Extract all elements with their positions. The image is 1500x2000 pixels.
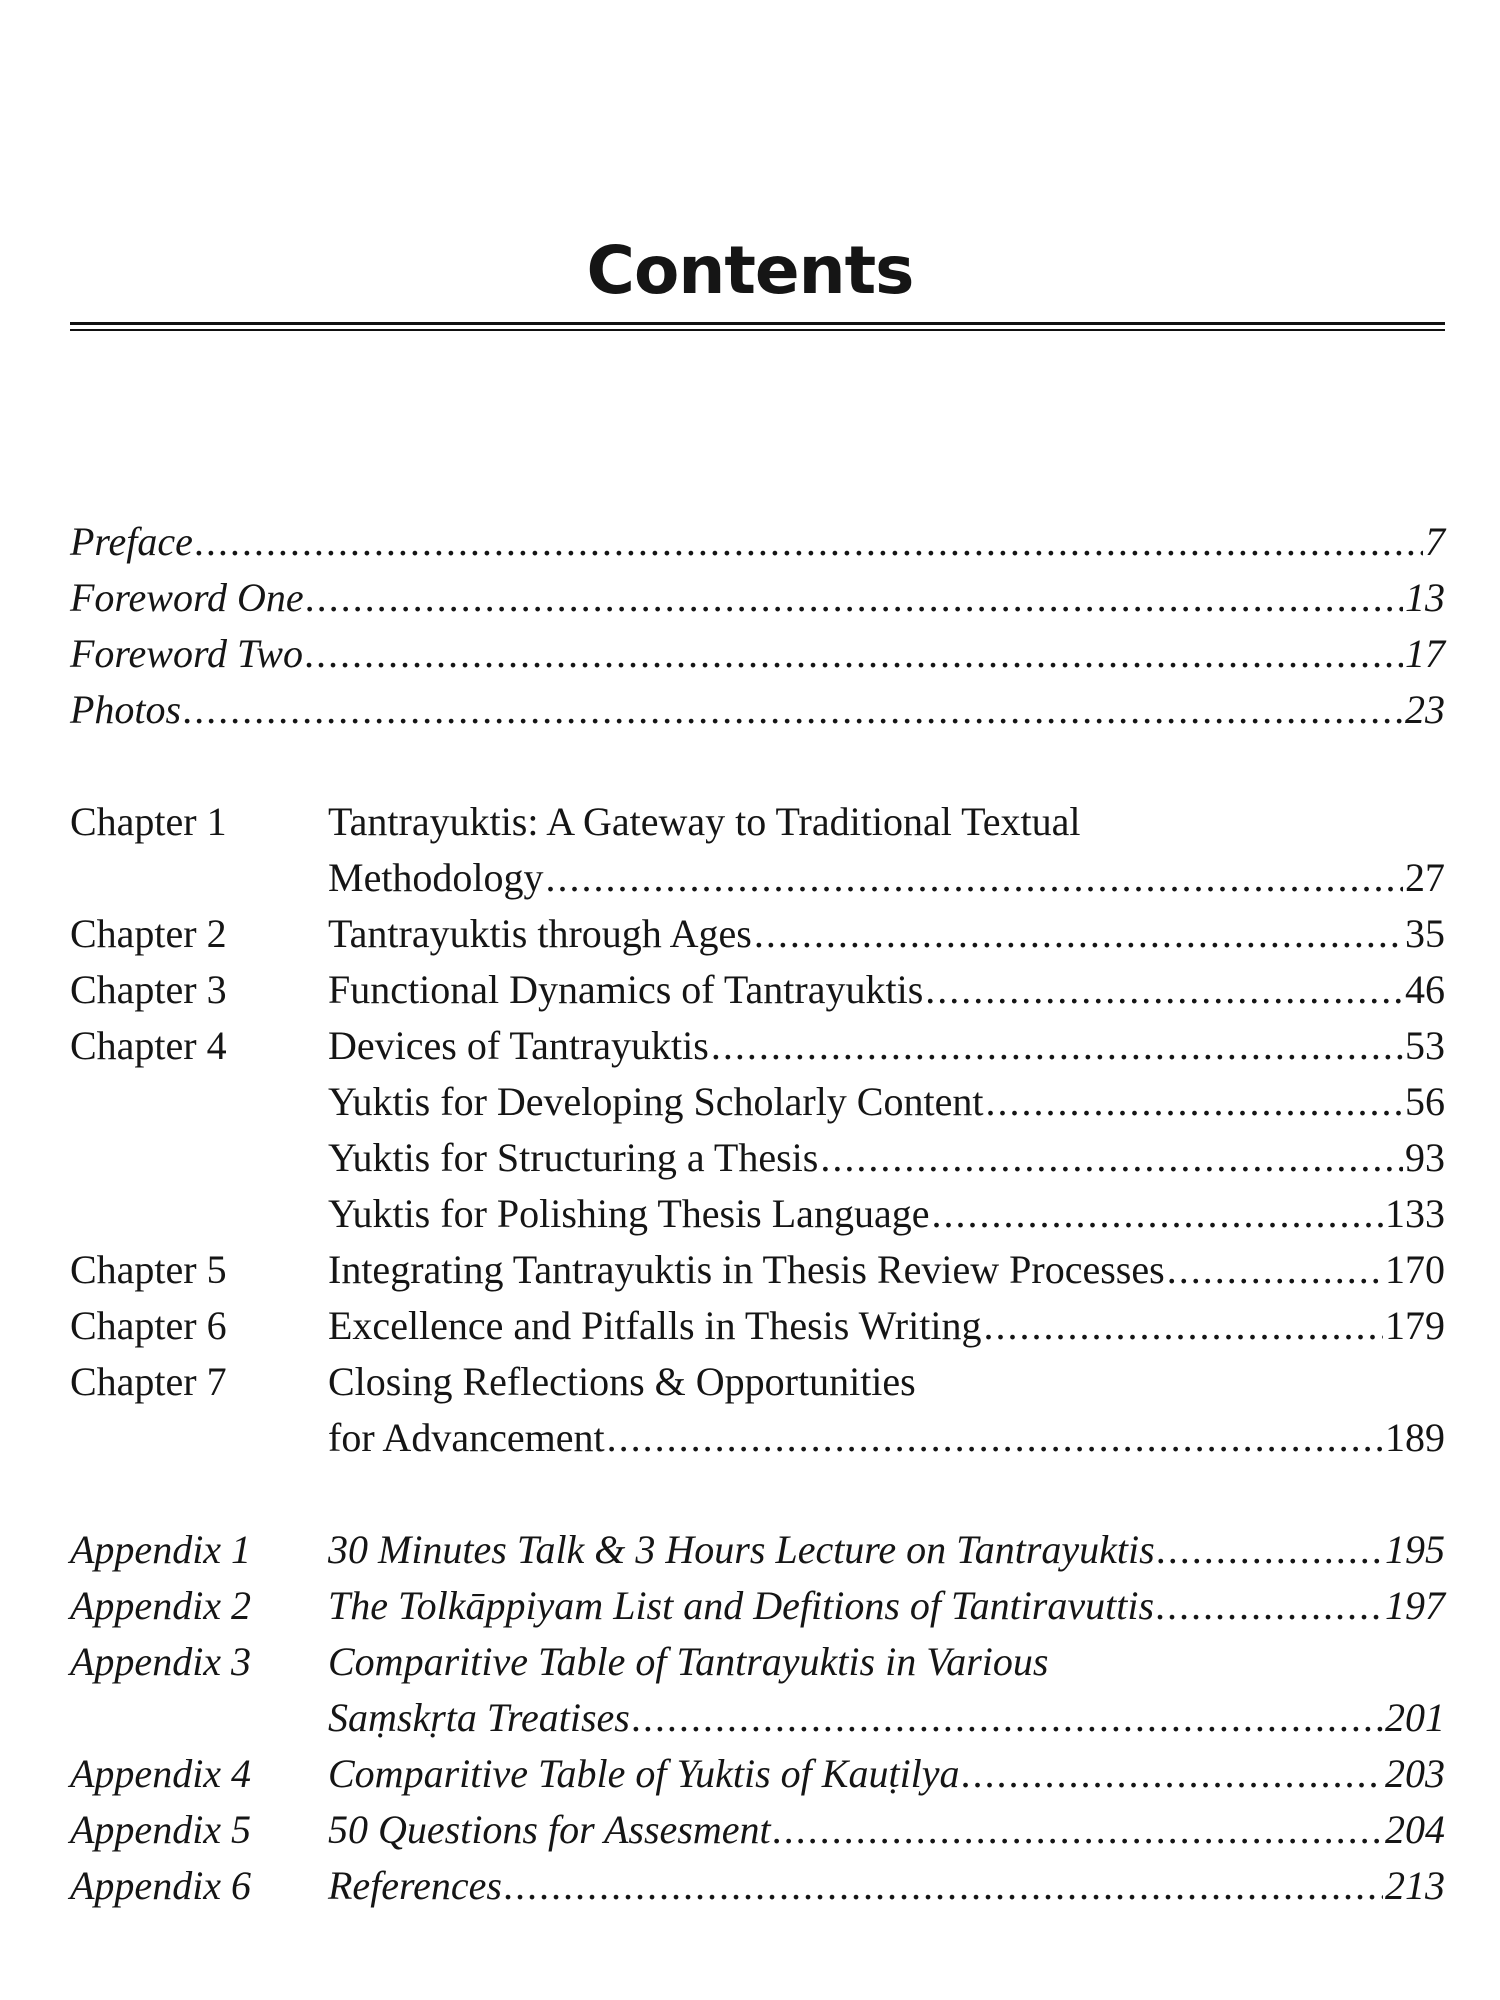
toc-entry-chapter-6[interactable]: Chapter 6 Excellence and Pitfalls in Thesis Writing ..... 179 bbox=[0, 1300, 1500, 1352]
appendix-label: Appendix 1 bbox=[70, 1527, 252, 1572]
toc-entry-chapter-7-cont[interactable]: for Advancement ..... 189 bbox=[0, 1412, 1500, 1464]
page-number: 13 bbox=[1405, 575, 1445, 620]
page-number: 204 bbox=[1385, 1807, 1445, 1852]
toc-entry-chapter-3[interactable]: Chapter 3 Functional Dynamics of Tantrayuktis ..... 46 bbox=[0, 964, 1500, 1016]
dot-leader bbox=[1157, 1524, 1383, 1576]
toc-entry-appendix-4[interactable]: Appendix 4 Comparitive Table of Yuktis of Kauṭilya ..... 203 bbox=[0, 1748, 1500, 1800]
dot-leader bbox=[504, 1860, 1383, 1912]
chapter-label: Chapter 5 bbox=[70, 1247, 227, 1292]
chapter-label: Chapter 2 bbox=[70, 911, 227, 956]
page-number: 203 bbox=[1385, 1751, 1445, 1796]
dot-leader bbox=[306, 572, 1403, 624]
dot-leader bbox=[983, 1300, 1383, 1352]
chapter-label: Chapter 7 bbox=[70, 1359, 227, 1404]
dot-leader bbox=[925, 964, 1403, 1016]
page-number: 133 bbox=[1385, 1191, 1445, 1236]
chapter-label: Chapter 4 bbox=[70, 1023, 227, 1068]
page-number: 7 bbox=[1425, 519, 1445, 564]
appendix-label: Appendix 2 bbox=[70, 1583, 252, 1628]
toc-entry-chapter-1-cont[interactable]: Methodology ..... 27 bbox=[0, 852, 1500, 904]
dot-leader bbox=[632, 1692, 1383, 1744]
dot-leader bbox=[195, 516, 1423, 568]
toc-entry-appendix-6[interactable]: Appendix 6 References ..... 213 bbox=[0, 1860, 1500, 1912]
page-number: 93 bbox=[1405, 1135, 1445, 1180]
page-number: 46 bbox=[1405, 967, 1445, 1012]
page-number: 35 bbox=[1405, 911, 1445, 956]
toc-entry-foreword-one[interactable]: Foreword One ..... 13 bbox=[0, 572, 1500, 624]
dot-leader bbox=[962, 1748, 1383, 1800]
page-number: 179 bbox=[1385, 1303, 1445, 1348]
toc-entry-chapter-4[interactable]: Chapter 4 Devices of Tantrayuktis ..... 53 bbox=[0, 1020, 1500, 1072]
page-number: 195 bbox=[1385, 1527, 1445, 1572]
title-double-rule bbox=[70, 322, 1445, 331]
page-number: 56 bbox=[1405, 1079, 1445, 1124]
appendix-label: Appendix 6 bbox=[70, 1863, 252, 1908]
appendix-label: Appendix 4 bbox=[70, 1751, 252, 1796]
toc-entry-chapter-7[interactable] bbox=[0, 1356, 1500, 1408]
page-number: 53 bbox=[1405, 1023, 1445, 1068]
appendix-label: Appendix 5 bbox=[70, 1807, 252, 1852]
dot-leader bbox=[820, 1132, 1403, 1184]
page-number: 189 bbox=[1385, 1415, 1445, 1460]
toc-entry-chapter-2[interactable]: Chapter 2 Tantrayuktis through Ages ..... 35 bbox=[0, 908, 1500, 960]
dot-leader bbox=[1167, 1244, 1383, 1296]
chapter-title-line1: Closing Reflections & Opportunities bbox=[328, 1359, 916, 1404]
toc-entry-foreword-two[interactable]: Foreword Two ..... 17 bbox=[0, 628, 1500, 680]
dot-leader bbox=[985, 1076, 1403, 1128]
dot-leader bbox=[607, 1412, 1383, 1464]
chapter-label: Chapter 3 bbox=[70, 967, 227, 1012]
dot-leader bbox=[773, 1804, 1383, 1856]
toc-subentry-polishing-language[interactable]: Yuktis for Polishing Thesis Language ..... 133 bbox=[0, 1188, 1500, 1240]
dot-leader bbox=[931, 1188, 1383, 1240]
toc-entry-appendix-3-cont[interactable]: Saṃskṛta Treatises ..... 201 bbox=[0, 1692, 1500, 1744]
chapter-label: Chapter 1 bbox=[70, 799, 227, 844]
chapter-title-line1: Tantrayuktis: A Gateway to Traditional Textual bbox=[328, 799, 1081, 844]
page-number: 170 bbox=[1385, 1247, 1445, 1292]
page-number: 23 bbox=[1405, 687, 1445, 732]
toc-entry-preface[interactable]: Preface ..... 7 bbox=[0, 516, 1500, 568]
dot-leader bbox=[754, 908, 1403, 960]
toc-entry-appendix-2[interactable]: Appendix 2 The Tolkāppiyam List and Defitions of Tantiravuttis ..... 197 bbox=[0, 1580, 1500, 1632]
toc-entry-chapter-1[interactable] bbox=[0, 796, 1500, 848]
toc-entry-appendix-1[interactable]: Appendix 1 30 Minutes Talk & 3 Hours Lecture on Tantrayuktis ..... 195 bbox=[0, 1524, 1500, 1576]
dot-leader bbox=[305, 628, 1403, 680]
appendix-title-line1: Comparitive Table of Tantrayuktis in Various bbox=[328, 1639, 1049, 1684]
toc-entry-chapter-5[interactable]: Chapter 5 Integrating Tantrayuktis in Thesis Review Processes ..... 170 bbox=[0, 1244, 1500, 1296]
page-title: Contents bbox=[586, 232, 914, 309]
page-number: 17 bbox=[1405, 631, 1445, 676]
page-number: 213 bbox=[1385, 1863, 1445, 1908]
page-number: 197 bbox=[1385, 1583, 1445, 1628]
dot-leader bbox=[183, 684, 1403, 736]
page-number: 201 bbox=[1385, 1695, 1445, 1740]
toc-subentry-scholarly-content[interactable]: Yuktis for Developing Scholarly Content ..... 56 bbox=[0, 1076, 1500, 1128]
dot-leader bbox=[546, 852, 1403, 904]
appendix-label: Appendix 3 bbox=[70, 1639, 252, 1684]
toc-subentry-structuring-thesis[interactable]: Yuktis for Structuring a Thesis ..... 93 bbox=[0, 1132, 1500, 1184]
toc-entry-photos[interactable]: Photos ..... 23 bbox=[0, 684, 1500, 736]
page-number: 27 bbox=[1405, 855, 1445, 900]
dot-leader bbox=[1156, 1580, 1383, 1632]
dot-leader bbox=[711, 1020, 1403, 1072]
toc-entry-appendix-3[interactable] bbox=[0, 1636, 1500, 1688]
chapter-label: Chapter 6 bbox=[70, 1303, 227, 1348]
toc-entry-appendix-5[interactable]: Appendix 5 50 Questions for Assesment ..... 204 bbox=[0, 1804, 1500, 1856]
